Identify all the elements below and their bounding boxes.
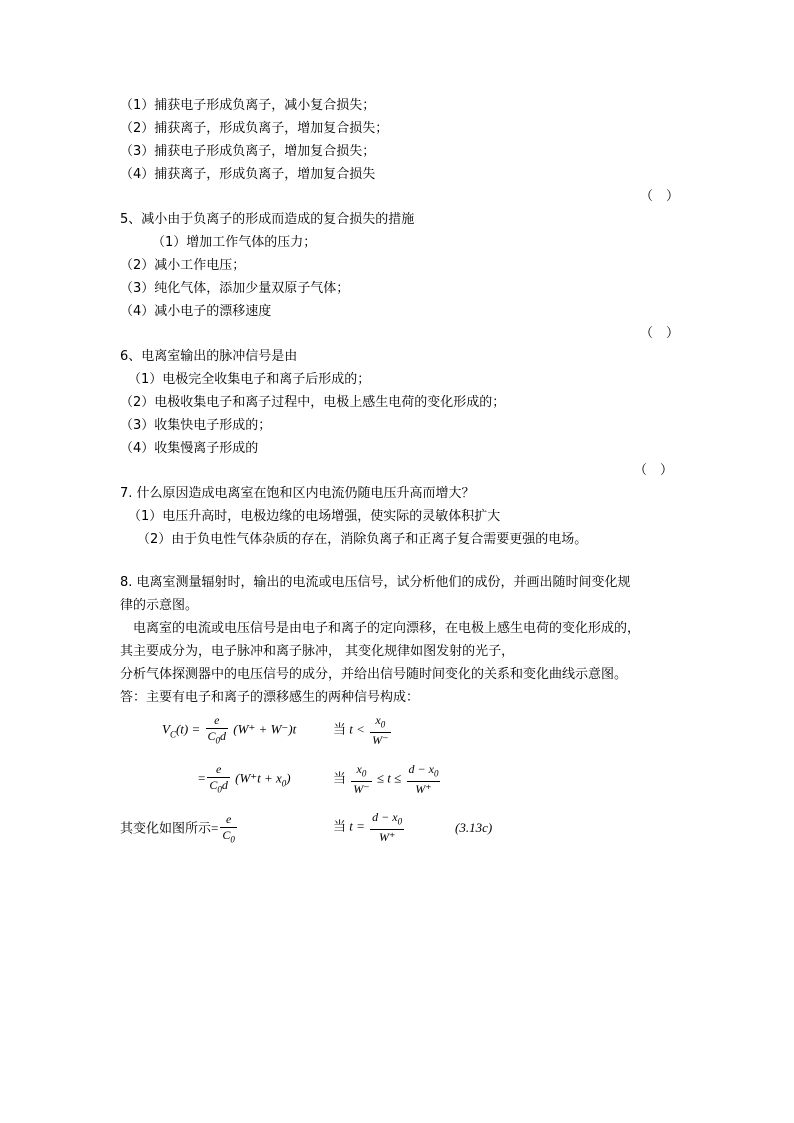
q8-stem-line-2: 律的示意图。 bbox=[120, 598, 199, 613]
formula-line-1: $V_C(t)$ = $\frac{e}{C_0d}$ (W⁺ + W⁻)t bbox=[162, 713, 296, 748]
condition-3: 当 t = $\frac{d - x_0}{W^+}$ bbox=[333, 810, 403, 845]
fraction-e-over-c0d: $\frac{e}{C_0d}$ bbox=[209, 762, 228, 795]
q8-answer: 答：主要有电子和离子的漂移感生的两种信号构成： bbox=[120, 690, 420, 705]
equation-label: (3.13c) bbox=[455, 820, 493, 835]
q8-body-line-1: 电离室的电流或电压信号是由电子和离子的定向漂移，在电极上感生电荷的变化形成的， bbox=[133, 621, 641, 636]
q5-option-1: （1）增加工作气体的压力； bbox=[152, 235, 317, 250]
fraction-d-minus-x0-over-wplus: $\frac{d - x_0}{W^+}$ bbox=[372, 810, 403, 845]
fraction-x0-over-wminus: $\frac{x_0}{W^-}$ bbox=[353, 762, 370, 797]
fraction-x0-over-wminus: $\frac{x_0}{W^-}$ bbox=[372, 713, 389, 748]
q5-stem: 5、减小由于负离子的形成而造成的复合损失的措施 bbox=[120, 212, 415, 227]
q6-option-3: （3）收集快电子形成的； bbox=[120, 418, 272, 433]
fraction-e-over-c0: $\frac{e}{C_0}$ bbox=[222, 812, 235, 845]
q7-stem: 7. 什么原因造成电离室在饱和区内电流仍随电压升高而增大？ bbox=[120, 486, 475, 501]
q8-body-line-3: 分析气体探测器中的电压信号的成分，并给出信号随时间变化的关系和变化曲线示意图。 bbox=[120, 667, 628, 682]
fraction-d-minus-x0-over-wplus: $\frac{d - x_0}{W^+}$ bbox=[408, 762, 439, 797]
q7-answer-2: （2）由于负电性气体杂质的存在，消除负离子和正离子复合需要更强的电场。 bbox=[137, 532, 588, 547]
answer-bracket: （ ） bbox=[640, 326, 680, 341]
q6-option-1: （1）电极完全收集电子和离子后形成的； bbox=[128, 372, 371, 387]
q4-option-4: （4）捕获离子，形成负离子，增加复合损失 bbox=[120, 167, 376, 182]
q5-option-3: （3）纯化气体，添加少量双原子气体； bbox=[120, 281, 350, 296]
q8-body-line-2: 其主要成分为，电子脉冲和离子脉冲， 其变化规律如图发射的光子， bbox=[120, 644, 515, 659]
q4-option-3: （3）捕获电子形成负离子，增加复合损失； bbox=[120, 144, 376, 159]
answer-bracket: （ ） bbox=[640, 189, 680, 204]
q4-option-2: （2）捕获离子，形成负离子，增加复合损失； bbox=[120, 121, 389, 136]
q7-answer-1: （1）电压升高时，电极边缘的电场增强，使实际的灵敏体积扩大 bbox=[128, 509, 501, 524]
answer-bracket: （ ） bbox=[634, 463, 674, 478]
q6-stem: 6、电离室输出的脉冲信号是由 bbox=[120, 349, 298, 364]
formula-line-2: = $\frac{e}{C_0d}$ $(W^+t + x_0)$ bbox=[198, 762, 291, 797]
condition-1: 当 t < $\frac{x_0}{W^-}$ bbox=[333, 713, 389, 748]
condition-2: 当 $\frac{x_0}{W^-}$ ≤ t ≤ $\frac{d - x_0}{W^+}$ bbox=[333, 762, 439, 797]
q4-option-1: （1）捕获电子形成负离子，减小复合损失； bbox=[120, 98, 376, 113]
q6-option-4: （4）收集慢离子形成的 bbox=[120, 441, 259, 456]
formula-line-3: 其变化如图所示= $\frac{e}{C_0}$ bbox=[120, 812, 239, 847]
q5-option-2: （2）减小工作电压； bbox=[120, 258, 246, 273]
fraction-e-over-c0d: $\frac{e}{C_0d}$ bbox=[207, 713, 227, 746]
q5-option-4: （4）减小电子的漂移速度 bbox=[120, 304, 272, 319]
q6-option-2: （2）电极收集电子和离子过程中，电极上感生电荷的变化形成的； bbox=[120, 395, 506, 410]
q8-stem-line-1: 8. 电离室测量辐射时，输出的电流或电压信号，试分析他们的成份，并画出随时间变化规 bbox=[120, 575, 631, 590]
